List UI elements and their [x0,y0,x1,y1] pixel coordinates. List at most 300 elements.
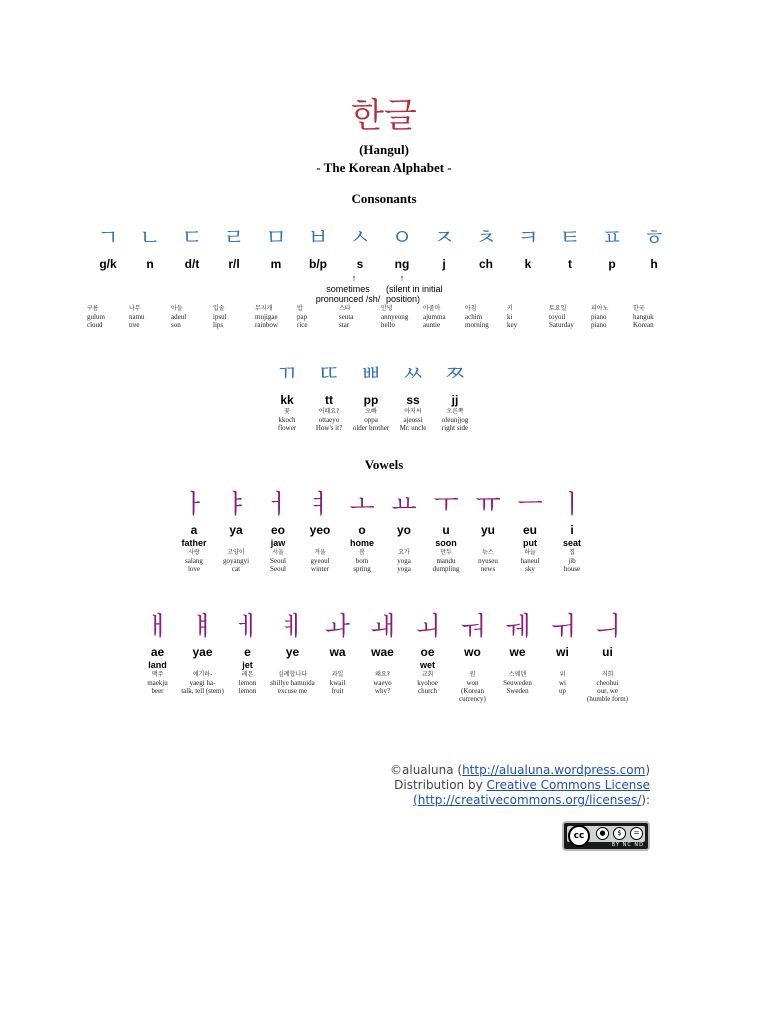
romanization: ae [150,645,165,659]
example-korean: 키 [507,305,513,312]
letter-glyph: ㅈ [433,226,455,251]
example-word [360,671,405,695]
example-romanized: pap [297,313,308,321]
pronunciation-hint [540,660,585,671]
letter-column [215,488,257,573]
example-english: rainbow [255,321,278,329]
romanization: ui [602,645,613,659]
example-word [450,671,495,703]
letter-glyph: ㅜ [433,490,459,520]
author-name: ©alualuna [390,763,454,777]
letter-column [360,610,405,703]
example-word [270,671,315,695]
example-korean: 한국 [633,305,645,312]
example-korean: 위 [559,671,566,678]
romanization: r/l [228,257,240,271]
example-korean: 안녕 [381,305,393,312]
example-word [87,305,129,329]
romanization: s [356,257,364,271]
example-word [341,549,383,573]
pronunciation-hint [450,660,495,671]
nc-icon: $ [613,827,626,840]
example-korean: 고양이 [227,549,245,556]
letter-column [266,358,308,432]
example-romanized: goyangyi [222,557,250,565]
example-english: talk, tell (stem) [181,687,224,695]
letter-glyph: ㅌ [559,226,581,251]
letter-column [135,610,180,703]
double-consonant-row [266,358,476,432]
romanization: i [570,523,574,537]
example-english: dumpling [432,565,460,573]
example-word [423,305,465,329]
example-word [467,549,509,573]
example-romanized: haneul [520,557,540,565]
letter-column [299,488,341,573]
romanization: eu [522,523,537,537]
pronunciation-hint [383,538,425,549]
example-korean: 피아노 [591,305,609,312]
example-word [509,549,551,573]
pronunciation-hint [315,660,360,671]
letter-column [87,222,129,272]
example-word [180,671,225,695]
letter-glyph: ㅅ [349,226,371,251]
example-english: lemon [238,687,257,695]
example-korean: 어때요? [318,408,340,415]
romanization: b/p [309,257,327,271]
romanization: yo [396,523,411,537]
example-romanized: won [466,679,479,687]
romanization: n [146,257,154,271]
example-word [129,305,171,329]
badge-label: BY NC ND [611,842,644,848]
example-word [299,549,341,573]
example-romanized: mandu [436,557,456,565]
letter-column [180,610,225,703]
example-romanized: gulum [87,313,105,321]
romanization: we [509,645,526,659]
pronunciation-hint: soon [435,538,457,548]
letter-glyph: ㅁ [265,226,287,251]
letter-glyph: ㅗ [349,490,375,520]
letter-glyph: ㅃ [360,362,382,387]
example-romanized: adeul [171,313,187,321]
example-english: love [187,565,201,573]
consonants-heading: Consonants [351,191,417,206]
letter-column [225,610,270,703]
pronunciation-hint: wet [419,660,435,670]
letter-column [465,222,507,272]
page-title: 한글 [351,96,417,136]
example-word [135,671,180,695]
letter-glyph: ㅆ [402,362,424,387]
letter-column [507,222,549,272]
letter-glyph: ㄸ [318,362,340,387]
license-url-link[interactable]: http://creativecommons.org/licenses/ [417,793,642,807]
example-korean: 입술 [213,305,225,312]
example-korean: 집 [569,549,575,556]
romanization: ya [229,523,243,537]
example-korean: 뉴스 [482,549,494,556]
example-word [585,671,630,703]
example-romanized: kyohoe [417,679,438,687]
example-english: church [417,687,438,695]
example-word [383,549,425,573]
pronunciation-hint: home [349,538,374,548]
romanization: e [244,645,251,659]
example-english: spring [353,565,371,573]
romanization: t [568,257,572,271]
example-word [350,408,392,432]
letter-glyph: ㅋ [517,226,539,251]
example-korean: 아들 [171,305,183,312]
example-word [392,408,434,432]
example-romanized: seuta [339,313,354,321]
example-english: flower [277,424,297,432]
romanization: ss [406,393,420,407]
example-korean: 오빠 [365,408,377,415]
example-english: lips [213,321,224,329]
example-romanized: kwail [329,679,346,687]
romanization: pp [363,393,379,407]
example-romanized: ottaeyo [318,416,340,424]
pronunciation-hint: put [523,538,537,548]
letter-column [495,610,540,703]
example-word [495,671,540,695]
letter-column [450,610,495,703]
example-english: morning [465,321,489,329]
romanization: wo [464,645,481,659]
example-korean: 만두 [440,549,452,556]
example-english: hello [381,321,395,329]
example-english: cat [231,565,241,573]
ng-pronunciation-note: (silent in initial position) [386,284,443,304]
example-romanized: lemon [238,679,257,687]
example-word [215,549,257,573]
s-pronunciation-note: sometimes pronounced /sh/ [315,284,381,304]
example-romanized: shillye hamnida [270,679,315,687]
romanization: kk [280,393,294,407]
credits [390,763,650,808]
example-word [213,305,255,329]
letter-glyph: ㄴ [139,226,161,251]
example-romanized: ajeossi [403,416,423,424]
example-english: How's it? [315,424,343,432]
example-romanized: Seuweden [503,679,532,687]
letter-glyph: ㅓ [265,490,291,520]
example-korean: 원 [469,671,476,678]
letter-glyph: ㅎ [643,226,665,251]
example-korean: 아줌마 [423,305,441,312]
hangul-label: (Hangul) [359,142,409,157]
example-romanized: waeyo [373,679,392,687]
romanization: wae [371,645,394,659]
letter-glyph: ㅍ [601,226,623,251]
example-korean: 무지개 [255,305,273,312]
romanization: wi [556,645,569,659]
romanization: u [442,523,450,537]
romanization: j [442,257,446,271]
example-korean: 저희 [601,671,614,678]
example-word [425,549,467,573]
letter-glyph: ㅢ [594,612,621,642]
example-word [434,408,476,432]
letter-column [308,358,350,432]
romanization: ye [285,645,300,659]
example-english: sky [525,565,535,573]
korean-alphabet-label: - The Korean Alphabet - [316,160,452,175]
letter-column [213,222,255,272]
pronunciation-hint [360,660,405,671]
example-english: tree [129,321,140,329]
letter-glyph: ㅑ [223,490,249,520]
vowels-heading: Vowels [364,457,404,472]
letter-column [467,488,509,573]
letter-column [509,488,551,573]
consonant-examples-row [87,305,675,329]
pronunciation-hint [180,660,225,671]
example-korean: 왜요? [375,671,390,678]
example-romanized: piano [591,313,607,321]
example-english: our, we (humble form) [586,687,628,703]
example-english: older brother [352,424,390,432]
example-romanized: kkoch [278,416,296,424]
example-romanized: mujigae [255,313,278,321]
author-line [390,763,650,778]
example-word [549,305,591,329]
example-romanized: jib [568,557,576,565]
letter-column [633,222,675,272]
pronunciation-hint [585,660,630,671]
letter-column [425,488,467,573]
example-korean: 밥 [297,305,303,312]
example-english: piano [591,321,607,329]
pronunciation-hint [299,538,341,549]
author-paren-open: ( [457,763,463,777]
letter-glyph: ㅕ [307,490,333,520]
romanization: d/t [184,257,200,271]
letter-glyph: ㅒ [189,612,216,642]
romanization: oe [420,645,435,659]
example-english: key [507,321,518,329]
example-romanized: wi [559,679,566,687]
example-word [308,408,350,432]
letter-glyph: ㅔ [234,612,261,642]
letter-column [381,222,423,272]
cc-license-badge[interactable] [562,821,650,851]
romanization: jj [451,393,459,407]
example-romanized: gyeoul [310,557,330,565]
example-english: yoga [397,565,411,573]
example-korean: 실례합니다 [278,671,307,678]
example-english: Mr. uncle [399,424,427,432]
letter-column [551,488,593,573]
letter-glyph: ㅣ [559,490,585,520]
example-romanized: namu [129,313,145,321]
example-word [297,305,339,329]
romanization: eo [270,523,285,537]
nd-icon: = [630,827,643,840]
letter-column [591,222,633,272]
letter-glyph: ㅘ [324,612,351,642]
example-romanized: bom [355,557,369,565]
example-korean: 겨울 [314,549,326,556]
letter-glyph: ㅙ [369,612,396,642]
romanization: a [190,523,198,537]
example-romanized: nyuseu [478,557,498,565]
s-note-arrow: ↑ [351,273,357,283]
letter-column [434,358,476,432]
author-paren-close: ) [645,763,650,777]
license-url-line [390,793,650,808]
example-romanized: oppa [364,416,378,424]
letter-column [341,488,383,573]
letter-column [383,488,425,573]
letter-glyph: ㅇ [391,226,413,251]
romanization: ch [478,257,493,271]
romanization: m [270,257,282,271]
example-korean: 맥주 [151,671,164,678]
example-korean: 구름 [87,305,99,312]
example-english: son [171,321,181,329]
pronunciation-hint [270,660,315,671]
example-english: beer [151,687,164,695]
example-english: auntie [423,321,441,329]
letter-glyph: ㅉ [444,362,466,387]
example-word [465,305,507,329]
romanization: tt [325,393,333,407]
letter-glyph: ㅡ [517,490,543,520]
romanization: g/k [99,257,117,271]
pronunciation-hint: father [181,538,207,548]
letter-column [549,222,591,272]
example-korean: 토요일 [549,305,567,312]
letter-glyph: ㅟ [549,612,576,642]
example-korean: 꽃 [284,408,290,415]
example-romanized: yoga [397,557,411,565]
example-english: Saturday [549,321,574,329]
letter-column [257,488,299,573]
letter-column [315,610,360,703]
example-korean: 서울 [272,549,284,556]
letter-column [255,222,297,272]
example-english: house [563,565,581,573]
example-word [257,549,299,573]
letter-glyph: ㅛ [391,490,417,520]
example-korean: 아저씨 [404,408,422,415]
romanization: yeo [309,523,331,537]
example-korean: 교회 [421,671,434,678]
example-korean: 나무 [129,305,141,312]
example-romanized: annyeong [381,313,409,321]
ng-note-arrow: ↑ [399,273,405,283]
example-english: winter [311,565,329,573]
example-romanized: oleunjjog [441,416,469,424]
pronunciation-hint: land [148,660,167,670]
example-word [381,305,423,329]
example-english: news [480,565,496,573]
example-korean: 오른쪽 [446,408,464,415]
letter-glyph: ㄹ [223,226,245,251]
example-word [173,549,215,573]
example-romanized: ki [507,313,513,321]
license-paren-open: ( [413,793,418,807]
example-word [540,671,585,695]
letter-glyph: ㅝ [459,612,486,642]
vowel-row [173,488,593,573]
page-subtitle [0,141,768,177]
letter-glyph: ㅂ [307,226,329,251]
example-korean: 봄 [359,549,365,556]
example-english: Sweden [506,687,529,695]
letter-glyph: ㄲ [276,362,298,387]
letter-glyph: ㅚ [414,612,441,642]
letter-column [585,610,630,703]
example-romanized: maekju [147,679,168,687]
letter-glyph: ㄷ [181,226,203,251]
license-link[interactable]: Creative Commons License [486,778,650,792]
example-word [507,305,549,329]
romanization: o [358,523,366,537]
pronunciation-hint: jet [242,660,253,670]
example-korean: 레몬 [241,671,254,678]
example-english: fruit [331,687,344,695]
example-english: right side [441,424,469,432]
example-korean: 스웨덴 [508,671,527,678]
by-icon: ● [596,827,609,840]
example-romanized: cheohui [596,679,619,687]
letter-column [339,222,381,272]
distribution-prefix: Distribution by [394,778,483,792]
distribution-line [390,778,650,793]
example-word [225,671,270,695]
letter-column [392,358,434,432]
pronunciation-hint: jaw [270,538,286,548]
letter-glyph: ㅏ [181,490,207,520]
example-romanized: hanguk [633,313,654,321]
example-word [171,305,213,329]
letter-column [129,222,171,272]
letter-column [297,222,339,272]
letter-glyph: ㅊ [475,226,497,251]
example-romanized: salang [185,557,203,565]
example-korean: 사랑 [188,549,200,556]
example-korean: 요가 [398,549,410,556]
example-korean: 아침 [465,305,477,312]
example-korean: 스타 [339,305,351,312]
example-english: (Korean currency) [459,687,486,703]
example-romanized: Seoul [270,557,286,565]
letter-glyph: ㅖ [279,612,306,642]
letter-glyph: ㄱ [97,226,119,251]
letter-column [405,610,450,703]
example-romanized: toyoil [549,313,566,321]
example-english: up [559,687,566,695]
example-english: cloud [87,321,103,329]
example-romanized: ipsul [213,313,227,321]
letter-glyph: ㅐ [144,612,171,642]
example-english: Seoul [270,565,286,573]
example-word [551,549,593,573]
letter-glyph: ㅠ [475,490,501,520]
letter-column [540,610,585,703]
author-link[interactable]: http://alualuna.wordpress.com [462,763,646,777]
example-korean: 과일 [331,671,344,678]
license-paren-close: ): [641,793,650,807]
letter-glyph: ㅞ [504,612,531,642]
pronunciation-hint [495,660,540,671]
